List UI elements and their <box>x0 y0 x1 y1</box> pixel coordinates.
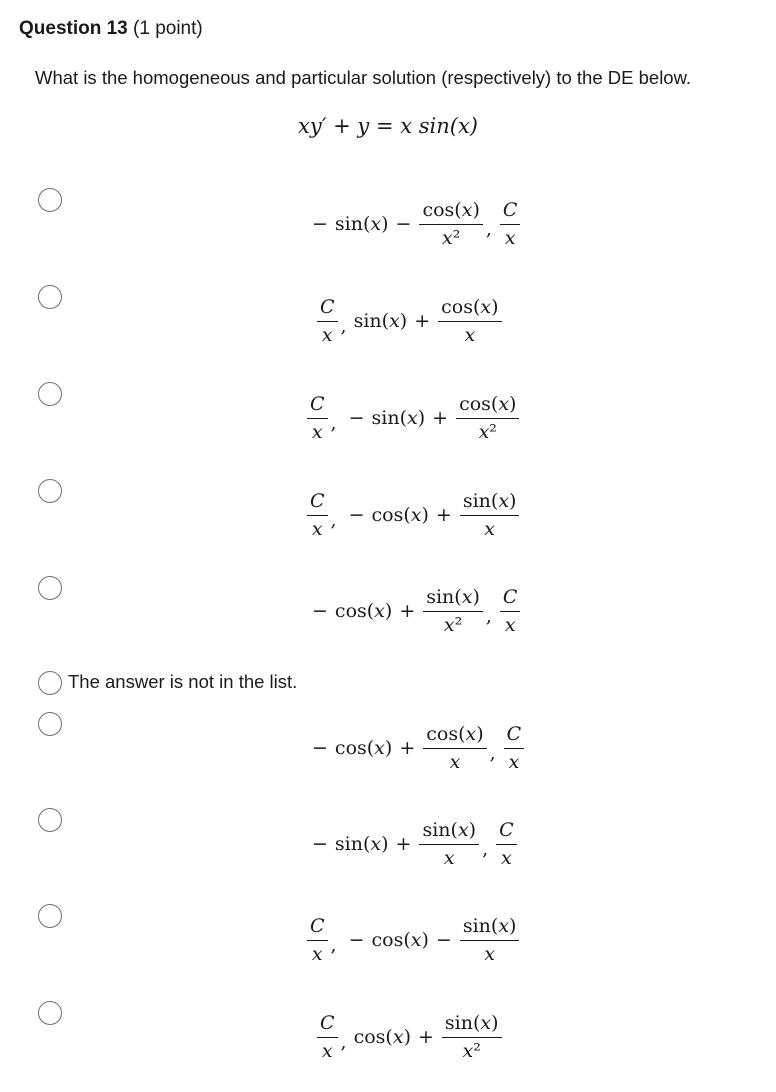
term: cos(x) <box>334 600 393 623</box>
fraction <box>496 820 517 869</box>
comma-separator: , <box>340 1031 347 1054</box>
fraction-numerator: sin(x) <box>442 1013 502 1038</box>
fraction-numerator: C <box>307 491 328 516</box>
fraction <box>317 297 338 346</box>
fraction <box>317 1013 338 1062</box>
term: cos(x) <box>353 1026 411 1049</box>
fraction-numerator: sin(x) <box>419 820 479 845</box>
term: cos(x) <box>334 737 393 760</box>
operator: − <box>312 600 328 623</box>
fraction-numerator: sin(x) <box>460 491 520 516</box>
option-label-not-in-list: The answer is not in the list. <box>68 671 298 692</box>
comma-separator: , <box>485 218 492 241</box>
differential-equation: xy′ + y = x sin(x) <box>298 114 478 138</box>
option-expression-2 <box>315 297 504 346</box>
option-expression-3 <box>305 394 521 443</box>
option-radio-5[interactable] <box>38 576 62 600</box>
option-radio-9[interactable] <box>38 904 62 928</box>
option-expression-5 <box>306 587 522 636</box>
fraction-denominator: x <box>449 750 461 773</box>
comma-separator: , <box>489 742 496 765</box>
operator: − <box>348 504 365 527</box>
fraction-numerator: sin(x) <box>460 916 520 941</box>
question-number: Question 13 <box>19 18 128 39</box>
fraction-denominator: x <box>464 323 476 346</box>
comma-separator: , <box>330 934 337 957</box>
option-radio-7[interactable] <box>38 712 62 736</box>
fraction-denominator: x <box>501 846 512 869</box>
fraction-denominator: x <box>311 942 323 965</box>
operator: + <box>399 737 416 760</box>
term: sin(x) <box>334 833 389 856</box>
fraction <box>307 916 328 965</box>
option-radio-1[interactable] <box>38 188 62 212</box>
fraction-numerator: C <box>504 724 525 749</box>
fraction <box>504 724 525 773</box>
operator: − <box>348 929 365 952</box>
fraction-numerator: C <box>307 394 328 419</box>
option-radio-6[interactable] <box>38 671 62 695</box>
fraction-denominator: x <box>484 942 495 965</box>
fraction <box>460 491 520 540</box>
operator: + <box>417 1026 434 1049</box>
fraction-denominator: x² <box>441 226 461 249</box>
fraction-numerator: C <box>317 1013 338 1038</box>
term: sin(x) <box>334 213 389 236</box>
comma-separator: , <box>330 509 337 532</box>
option-expression-10 <box>315 1013 504 1062</box>
fraction-numerator: cos(x) <box>419 200 482 225</box>
fraction-denominator: x <box>443 846 455 869</box>
operator: − <box>348 407 365 430</box>
fraction-numerator: cos(x) <box>423 724 486 749</box>
fraction-denominator: x <box>321 1039 333 1062</box>
option-radio-10[interactable] <box>38 1001 62 1025</box>
operator: + <box>435 504 452 527</box>
fraction <box>423 724 486 773</box>
fraction-denominator: x <box>508 750 520 773</box>
option-expression-8 <box>306 820 519 869</box>
fraction <box>442 1013 502 1062</box>
fraction-denominator: x <box>311 420 323 443</box>
fraction <box>456 394 519 443</box>
operator: − <box>395 213 412 236</box>
option-radio-3[interactable] <box>38 382 62 406</box>
fraction-numerator: sin(x) <box>423 587 483 612</box>
term: sin(x) <box>353 310 408 333</box>
option-expression-4 <box>305 491 521 540</box>
fraction-numerator: C <box>496 820 517 845</box>
operator: − <box>312 833 328 856</box>
fraction-denominator: x <box>484 517 495 540</box>
fraction <box>438 297 501 346</box>
question-header <box>19 18 203 40</box>
fraction-denominator: x² <box>462 1039 481 1062</box>
operator: + <box>395 833 412 856</box>
term: cos(x) <box>371 504 429 527</box>
comma-separator: , <box>340 315 347 338</box>
term: sin(x) <box>371 407 426 430</box>
operator: − <box>312 213 328 236</box>
fraction-denominator: x <box>504 613 516 636</box>
fraction-denominator: x² <box>443 613 463 636</box>
fraction-denominator: x <box>321 323 333 346</box>
operator: + <box>432 407 449 430</box>
operator: + <box>399 600 416 623</box>
fraction-numerator: C <box>500 587 521 612</box>
operator: − <box>312 737 328 760</box>
fraction <box>419 820 479 869</box>
fraction-numerator: C <box>500 200 521 225</box>
term: cos(x) <box>371 929 429 952</box>
fraction-denominator: x² <box>478 420 497 443</box>
fraction <box>460 916 520 965</box>
question-points: (1 point) <box>133 18 203 39</box>
option-radio-2[interactable] <box>38 285 62 309</box>
fraction-denominator: x <box>311 517 323 540</box>
option-radio-4[interactable] <box>38 479 62 503</box>
fraction <box>307 394 328 443</box>
operator: − <box>435 929 452 952</box>
fraction <box>500 200 521 249</box>
option-radio-8[interactable] <box>38 808 62 832</box>
option-expression-7 <box>306 724 526 773</box>
fraction-denominator: x <box>504 226 516 249</box>
fraction <box>423 587 483 636</box>
fraction <box>307 491 328 540</box>
option-expression-9 <box>305 916 521 965</box>
comma-separator: , <box>330 412 337 435</box>
option-expression-1 <box>306 200 522 249</box>
comma-separator: , <box>485 605 492 628</box>
comma-separator: , <box>482 838 489 861</box>
fraction-numerator: cos(x) <box>456 394 519 419</box>
fraction-numerator: C <box>307 916 328 941</box>
operator: + <box>414 310 431 333</box>
fraction-numerator: C <box>317 297 338 322</box>
fraction <box>500 587 521 636</box>
fraction <box>419 200 482 249</box>
fraction-numerator: cos(x) <box>438 297 501 322</box>
question-prompt: What is the homogeneous and particular solution (respectively) to the DE below. <box>35 67 692 88</box>
